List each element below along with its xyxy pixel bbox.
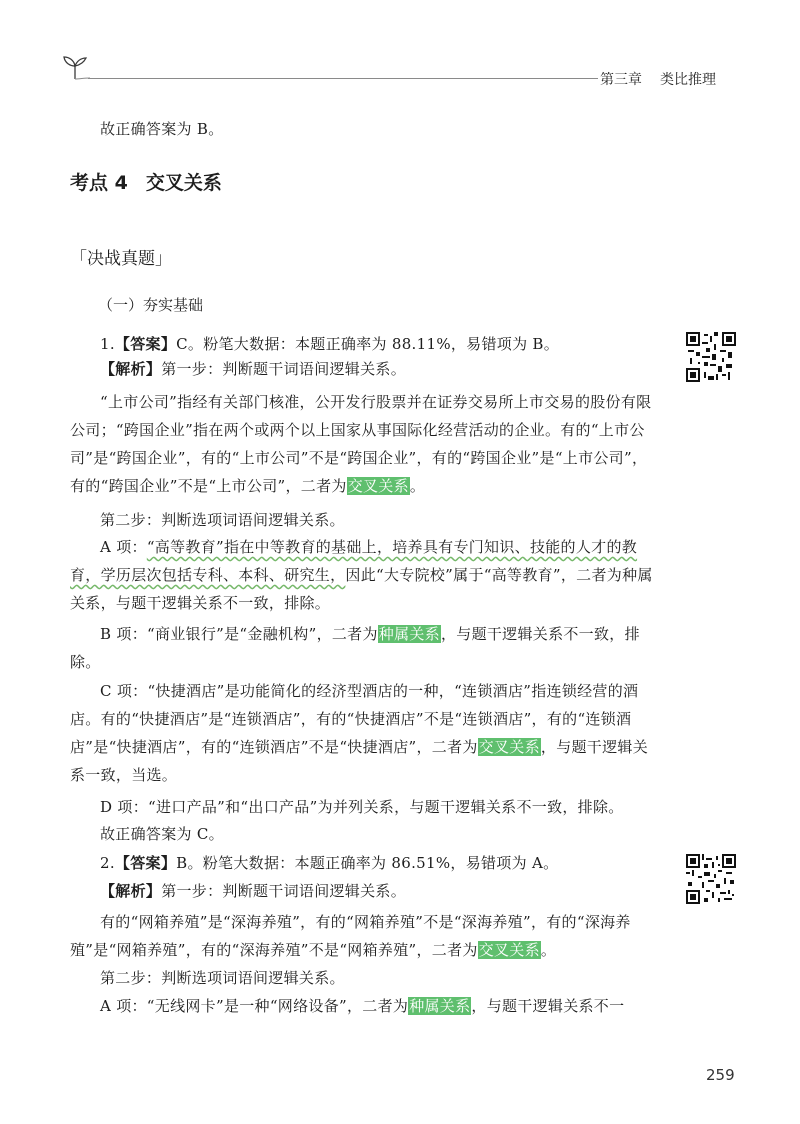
chapter-title: 类比推理 — [660, 72, 716, 88]
qr-code-icon[interactable] — [686, 854, 736, 904]
q1-b-highlight: 种属关系 — [378, 625, 440, 643]
q1-c-end: ，与题干逻辑关系一致，当选。 — [70, 738, 648, 784]
q1-b-end: ，与题干逻辑关系不一致，排除。 — [70, 625, 640, 671]
q2-stem-end: 。 — [540, 941, 557, 959]
q1-step1-text: 第一步：判断题干词语间逻辑关系。 — [161, 360, 407, 378]
block-title: 「决战真题」 — [70, 249, 172, 269]
sprout-icon — [60, 54, 90, 80]
q1-option-d: D 项：“进口产品”和“出口产品”为并列关系，与题干逻辑关系不一致，排除。 — [100, 798, 624, 816]
q2-stem-highlight: 交叉关系 — [478, 941, 540, 959]
q2-step2: 第二步：判断选项词语间逻辑关系。 — [100, 969, 345, 987]
q1-stem-end: 。 — [409, 477, 426, 495]
q2-answer — [70, 851, 655, 876]
q1-a-prefix: A 项： — [100, 538, 147, 556]
sub-title: （一）夯实基础 — [98, 296, 204, 314]
q1-b-text: B 项：“商业银行”是“金融机构”，二者为 — [100, 625, 378, 643]
section-title: 交叉关系 — [145, 172, 222, 194]
section-heading — [70, 168, 222, 195]
q1-answer — [70, 332, 655, 357]
q1-analysis-tag: 【解析】 — [100, 360, 162, 378]
q1-a-rest: 因此“大专院校”属于“高等教育”，二者为种属关系，与题干逻辑关系不一致，排除。 — [70, 566, 653, 612]
q1-answer-text: C。粉笔大数据：本题正确率为 88.11%，易错项为 B。 — [176, 335, 560, 353]
q2-a-text: A 项：“无线网卡”是一种“网络设备”，二者为 — [100, 997, 409, 1015]
q1-c-highlight: 交叉关系 — [478, 738, 540, 756]
q1-c-text: C 项：“快捷酒店”是功能简化的经济型酒店的一种，“连锁酒店”指连锁经营的酒店。有的“快捷酒店”是“连锁酒店”，有的“快捷酒店”不是“连锁酒店”，有的“连锁酒店”是“快捷酒店”，有的“连锁酒店”不是“快捷酒店”，二者为 — [70, 682, 639, 756]
qr-code-icon[interactable] — [686, 332, 736, 382]
q1-option-a — [70, 533, 655, 617]
q2-option-a — [70, 994, 655, 1019]
q1-answer-tag: 【答案】 — [114, 335, 177, 353]
header-rule — [88, 78, 598, 79]
q1-a-wavy: “高等教育”指在中等教育的基础上，培养具有专门知识、技能的人才的教育，学历层次包括专科、本科、研究生， — [70, 538, 638, 584]
q2-analysis-tag: 【解析】 — [100, 882, 162, 900]
q2-a-highlight: 种属关系 — [409, 997, 471, 1015]
q2-a-end: ，与题干逻辑关系不一 — [471, 997, 625, 1015]
section-code: 考点 4 — [70, 172, 128, 194]
q1-stem-text: “上市公司”指经有关部门核准，公开发行股票并在证券交易所上市交易的股份有限公司；“跨国企业”指在两个或两个以上国家从事国际化经营活动的企业。有的“上市公司”是“跨国企业”，有的“上市公司”不是“跨国企业”，有的“跨国企业”是“上市公司”，有的“跨国企业”不是“上市公司”，二者为 — [70, 393, 652, 495]
q1-option-c — [70, 677, 655, 789]
q1-number: 1. — [100, 335, 115, 353]
chapter-label: 第三章 — [600, 72, 642, 88]
q1-option-b — [70, 620, 655, 676]
q1-step2: 第二步：判断选项词语间逻辑关系。 — [100, 511, 345, 529]
page-number: 259 — [706, 1066, 735, 1084]
q2-step1-text: 第一步：判断题干词语间逻辑关系。 — [161, 882, 407, 900]
q2-analysis-step1 — [70, 879, 655, 904]
q2-stem-paragraph — [70, 908, 655, 964]
running-header — [600, 69, 716, 89]
q2-number: 2. — [100, 854, 115, 872]
intro-conclusion: 故正确答案为 B。 — [100, 120, 224, 138]
q1-stem-paragraph — [70, 388, 655, 500]
q2-answer-tag: 【答案】 — [114, 854, 177, 872]
q1-analysis-step1 — [70, 357, 655, 382]
q2-stem-text: 有的“网箱养殖”是“深海养殖”，有的“网箱养殖”不是“深海养殖”，有的“深海养殖”是“网箱养殖”，有的“深海养殖”不是“网箱养殖”，二者为 — [70, 913, 631, 959]
q2-answer-text: B。粉笔大数据：本题正确率为 86.51%，易错项为 A。 — [176, 854, 559, 872]
q1-stem-highlight: 交叉关系 — [347, 477, 409, 495]
q1-conclusion: 故正确答案为 C。 — [100, 825, 224, 843]
